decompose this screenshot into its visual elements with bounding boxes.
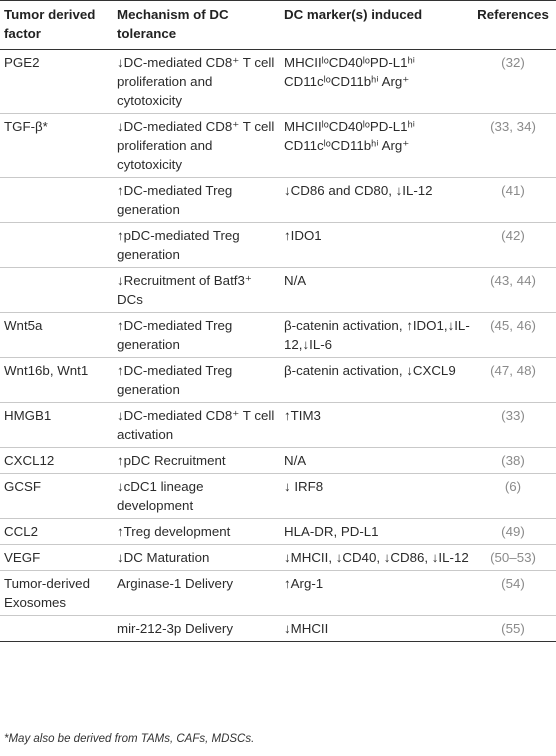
- cell-mechanism: ↓Recruitment of Batf3⁺ DCs: [113, 268, 280, 313]
- cell-mechanism: ↑DC-mediated Treg generation: [113, 178, 280, 223]
- table-header: [0, 1, 556, 50]
- table-row: [0, 474, 556, 519]
- cell-markers: N/A: [280, 268, 470, 313]
- header-factor: Tumor derived factor: [0, 1, 113, 50]
- cell-factor: TGF-β*: [0, 114, 113, 178]
- table-row: [0, 114, 556, 178]
- cell-factor: Wnt16b, Wnt1: [0, 358, 113, 403]
- header-markers: DC marker(s) induced: [280, 1, 470, 50]
- cell-factor: [0, 178, 113, 223]
- table-row: [0, 178, 556, 223]
- table-row: [0, 545, 556, 571]
- cell-mechanism: ↑pDC Recruitment: [113, 448, 280, 474]
- cell-factor: VEGF: [0, 545, 113, 571]
- cell-markers: β-catenin activation, ↑IDO1,↓IL-12,↓IL-6: [280, 313, 470, 358]
- cell-factor: Tumor-derived Exosomes: [0, 571, 113, 616]
- cell-markers: β-catenin activation, ↓CXCL9: [280, 358, 470, 403]
- cell-markers: MHCIIˡᵒCD40ˡᵒPD-L1ʰⁱ CD11cˡᵒCD11bʰⁱ Arg⁺: [280, 114, 470, 178]
- cell-mechanism: mir-212-3p Delivery: [113, 616, 280, 642]
- cell-factor: [0, 223, 113, 268]
- cell-references: (47, 48): [470, 358, 556, 403]
- cell-factor: [0, 616, 113, 642]
- cell-references: (38): [470, 448, 556, 474]
- cell-references: (41): [470, 178, 556, 223]
- table-row: [0, 358, 556, 403]
- table-row: [0, 616, 556, 642]
- header-mechanism: Mechanism of DC tolerance: [113, 1, 280, 50]
- header-row: [0, 1, 556, 50]
- table-row: [0, 403, 556, 448]
- cell-mechanism: ↓DC-mediated CD8⁺ T cell proliferation and cytotoxicity: [113, 114, 280, 178]
- cell-markers: MHCIIˡᵒCD40ˡᵒPD-L1ʰⁱ CD11cˡᵒCD11bʰⁱ Arg⁺: [284, 55, 416, 89]
- cell-factor: PGE2: [4, 55, 40, 70]
- cell-markers: ↓ IRF8: [280, 474, 470, 519]
- cell-factor: CXCL12: [0, 448, 113, 474]
- table-row: [0, 519, 556, 545]
- cell-markers: ↑IDO1: [280, 223, 470, 268]
- cell-references: (33, 34): [470, 114, 556, 178]
- cell-factor: [0, 268, 113, 313]
- cell-references: (32): [501, 55, 525, 70]
- cell-mechanism: ↑pDC-mediated Treg generation: [113, 223, 280, 268]
- cell-mechanism: ↓DC-mediated CD8⁺ T cell activation: [113, 403, 280, 448]
- cell-markers: HLA-DR, PD-L1: [280, 519, 470, 545]
- cell-markers: N/A: [280, 448, 470, 474]
- table-row: [0, 223, 556, 268]
- cell-mechanism: ↑DC-mediated Treg generation: [113, 313, 280, 358]
- cell-mechanism: ↓cDC1 lineage development: [113, 474, 280, 519]
- cell-references: (42): [470, 223, 556, 268]
- cell-mechanism: ↓DC Maturation: [113, 545, 280, 571]
- cell-markers: ↓MHCII, ↓CD40, ↓CD86, ↓IL-12: [280, 545, 470, 571]
- cell-references: (45, 46): [470, 313, 556, 358]
- cell-references: (6): [470, 474, 556, 519]
- cell-markers: ↓MHCII: [280, 616, 470, 642]
- cell-references: (49): [470, 519, 556, 545]
- table-row: [0, 448, 556, 474]
- cell-references: (33): [470, 403, 556, 448]
- cell-mechanism: Arginase-1 Delivery: [113, 571, 280, 616]
- table-row: [0, 50, 556, 114]
- cell-markers: ↑TIM3: [280, 403, 470, 448]
- cell-references: (43, 44): [470, 268, 556, 313]
- cell-mechanism: ↑Treg development: [113, 519, 280, 545]
- table-row: [0, 571, 556, 616]
- cell-factor: CCL2: [0, 519, 113, 545]
- header-references: References: [470, 1, 556, 50]
- cell-markers: ↓CD86 and CD80, ↓IL-12: [280, 178, 470, 223]
- table-footnote: *May also be derived from TAMs, CAFs, MDSCs.: [4, 733, 255, 745]
- cell-mechanism: ↓DC-mediated CD8⁺ T cell proliferation and cytotoxicity: [117, 55, 275, 108]
- cell-mechanism: ↑DC-mediated Treg generation: [113, 358, 280, 403]
- cell-factor: HMGB1: [0, 403, 113, 448]
- cell-factor: GCSF: [0, 474, 113, 519]
- table-body: [0, 50, 556, 642]
- cell-markers: ↑Arg-1: [280, 571, 470, 616]
- cell-references: (54): [470, 571, 556, 616]
- cell-factor: Wnt5a: [0, 313, 113, 358]
- table-row: [0, 313, 556, 358]
- cell-references: (55): [470, 616, 556, 642]
- cell-references: (50–53): [470, 545, 556, 571]
- table-row: [0, 268, 556, 313]
